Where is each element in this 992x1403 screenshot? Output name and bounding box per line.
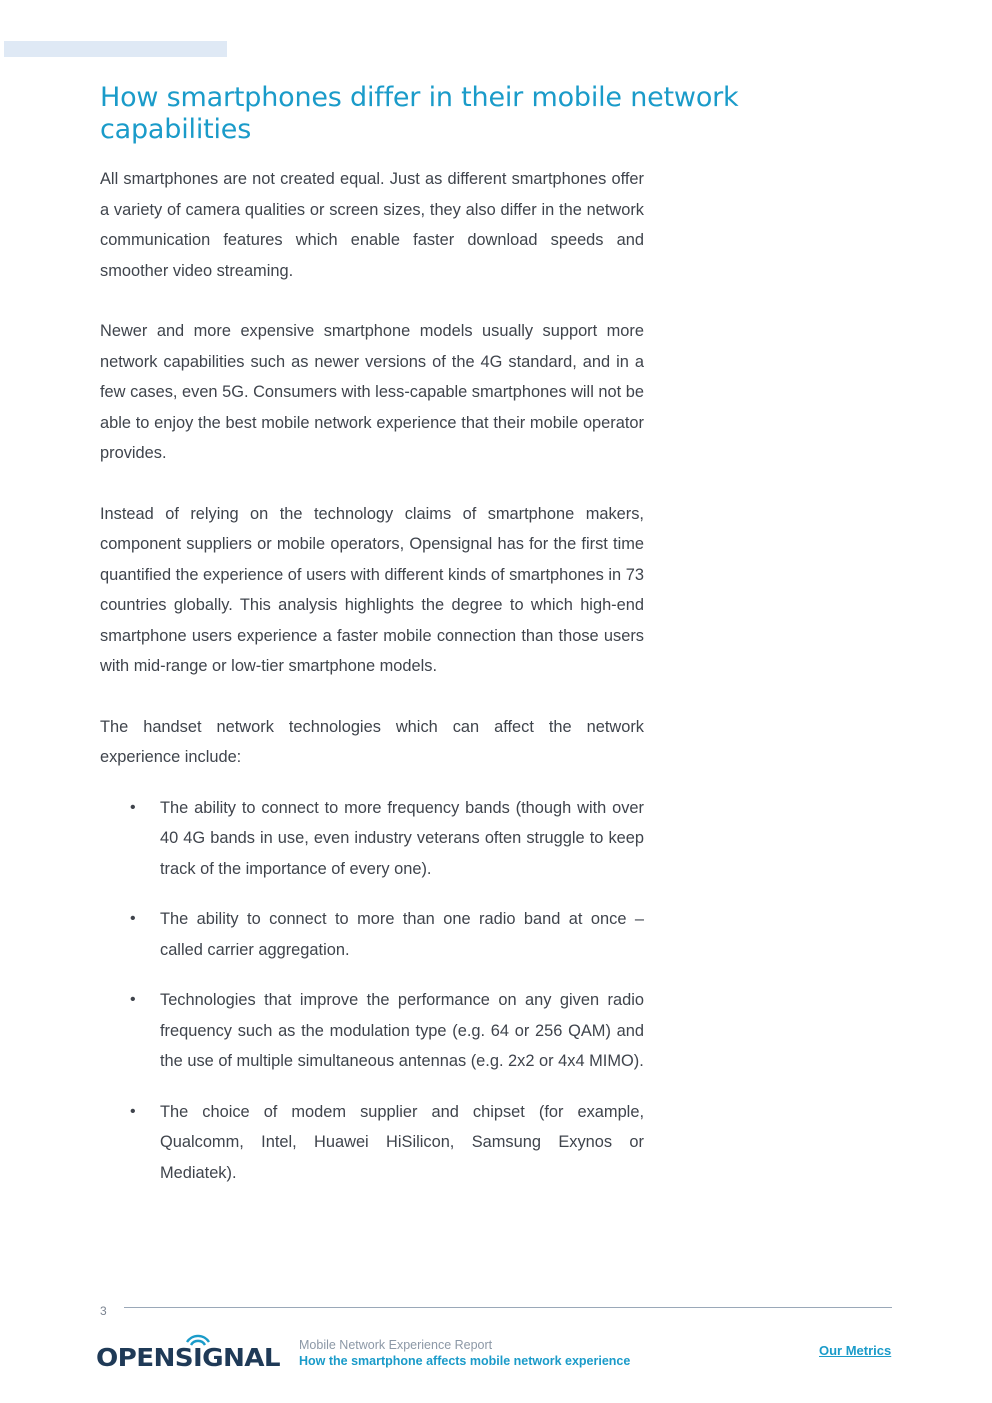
page-title: How smartphones differ in their mobile network capabilities — [100, 82, 739, 145]
bullet-icon: • — [130, 1102, 136, 1120]
list-item-text: The choice of modem supplier and chipset (for example, Qualcomm, Intel, Huawei HiSilicon, Samsung Exynos or Mediatek). — [160, 1102, 644, 1182]
list-item — [100, 904, 644, 965]
bullet-icon: • — [130, 798, 136, 816]
list-item-text: Technologies that improve the performance on any given radio frequency such as the modulation type (e.g. 64 or 256 QAM) and the use of multiple simultaneous antennas (e.g. 2x2 or 4x4 MIMO). — [160, 991, 644, 1070]
footer-report-name: Mobile Network Experience Report — [299, 1338, 493, 1352]
list-item — [100, 985, 644, 1077]
footer-divider — [124, 1307, 892, 1308]
body-text — [100, 164, 644, 1208]
our-metrics-link[interactable]: Our Metrics — [819, 1343, 892, 1358]
bullet-icon: • — [130, 910, 136, 927]
page-number: 3 — [100, 1304, 107, 1318]
technology-list — [100, 793, 644, 1189]
paragraph: Instead of relying on the technology claims of smartphone makers, component suppliers or mobile operators, Opensignal has for the first time quantified the experience of users with different kinds of smartphones in 73 countries globally. This analysis highlights the degree to which high-end smartphone users experience a faster mobile connection than those users with mid-range or low-tier smartphone models. — [100, 504, 644, 675]
list-item-text: The ability to connect to more frequency bands (though with over 40 4G bands in use, even industry veterans often struggle to keep track of the importance of every one). — [160, 798, 644, 878]
paragraph: All smartphones are not created equal. Just as different smartphones offer a variety of camera qualities or screen sizes, they also differ in the network communication features which enable faster download speeds and smoother video streaming. — [100, 170, 644, 280]
paragraph: The handset network technologies which can affect the network experience include: — [100, 717, 644, 766]
list-item — [100, 793, 644, 885]
bullet-icon: • — [130, 991, 136, 1008]
footer-section-name: How the smartphone affects mobile network experience — [299, 1354, 631, 1368]
list-item — [100, 1097, 644, 1189]
paragraph: Newer and more expensive smartphone models usually support more network capabilities such as newer versions of the 4G standard, and in a few cases, even 5G. Consumers with less-capable smartphones will not be able to enjoy the best mobile network experience that their mobile operator provides. — [100, 322, 644, 462]
list-item-text: The ability to connect to more than one radio band at once – called carrier aggregation. — [160, 910, 644, 959]
opensignal-logo — [96, 1334, 282, 1372]
top-decorative-band — [4, 41, 227, 57]
logo-text: OPENSIGNAL — [96, 1343, 281, 1372]
